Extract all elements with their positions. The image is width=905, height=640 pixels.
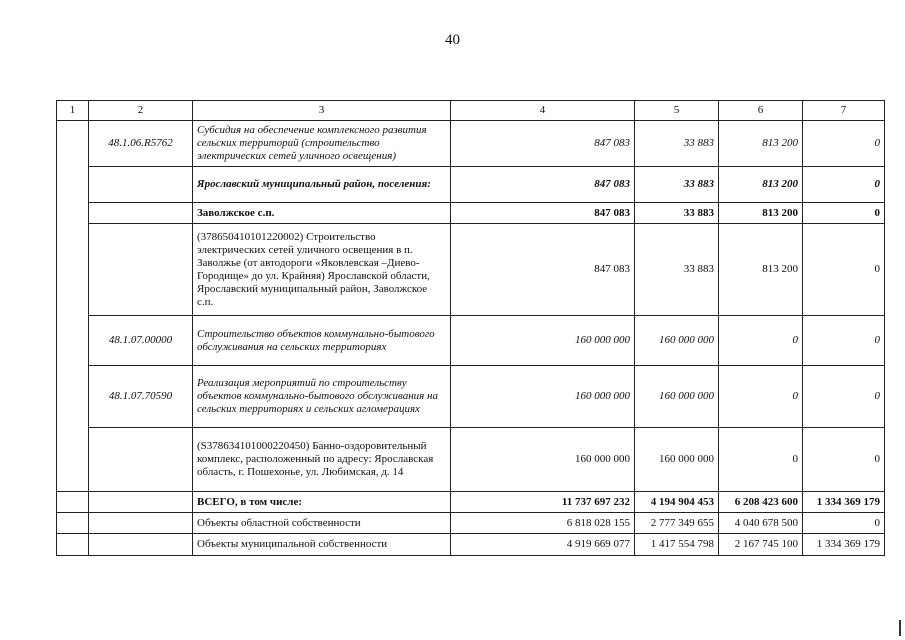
value-cell-7: 1 334 369 179	[803, 492, 885, 513]
value-cell-5: 4 194 904 453	[635, 492, 719, 513]
value-cell-7: 0	[803, 316, 885, 366]
value-cell-4: 160 000 000	[451, 366, 635, 428]
code-cell	[89, 167, 193, 203]
header-col-6: 6	[719, 101, 803, 121]
value-cell-4: 847 083	[451, 203, 635, 224]
value-cell-4: 847 083	[451, 121, 635, 167]
table-row	[57, 534, 885, 556]
value-cell-4: 160 000 000	[451, 316, 635, 366]
value-cell-5: 160 000 000	[635, 366, 719, 428]
header-col-7: 7	[803, 101, 885, 121]
name-cell: Объекты муниципальной собственности	[193, 534, 451, 556]
code-cell: 48.1.07.00000	[89, 316, 193, 366]
value-cell-6: 813 200	[719, 203, 803, 224]
code-cell	[89, 428, 193, 492]
value-cell-4: 160 000 000	[451, 428, 635, 492]
value-cell-4: 6 818 028 155	[451, 513, 635, 534]
row-number-cell	[57, 121, 89, 492]
value-cell-5: 33 883	[635, 224, 719, 316]
value-cell-5: 160 000 000	[635, 316, 719, 366]
value-cell-4: 11 737 697 232	[451, 492, 635, 513]
name-cell: Строительство объектов коммунально-бытового обслуживания на сельских территориях	[193, 316, 451, 366]
name-cell: ВСЕГО, в том числе:	[193, 492, 451, 513]
value-cell-5: 2 777 349 655	[635, 513, 719, 534]
value-cell-7: 0	[803, 428, 885, 492]
value-cell-6: 4 040 678 500	[719, 513, 803, 534]
name-cell: Заволжское с.п.	[193, 203, 451, 224]
table-row	[57, 203, 885, 224]
value-cell-7: 0	[803, 224, 885, 316]
header-col-3: 3	[193, 101, 451, 121]
value-cell-5: 160 000 000	[635, 428, 719, 492]
value-cell-6: 813 200	[719, 121, 803, 167]
table-row	[57, 513, 885, 534]
value-cell-7: 0	[803, 203, 885, 224]
budget-table	[56, 100, 885, 556]
value-cell-7: 1 334 369 179	[803, 534, 885, 556]
table-row	[57, 316, 885, 366]
code-cell: 48.1.07.70590	[89, 366, 193, 428]
value-cell-6: 0	[719, 316, 803, 366]
value-cell-6: 0	[719, 366, 803, 428]
table-row	[57, 366, 885, 428]
code-cell: 48.1.06.R5762	[89, 121, 193, 167]
name-cell: Ярославский муниципальный район, поселения:	[193, 167, 451, 203]
header-row	[57, 101, 885, 121]
code-cell	[89, 513, 193, 534]
header-col-1: 1	[57, 101, 89, 121]
value-cell-4: 847 083	[451, 224, 635, 316]
value-cell-7: 0	[803, 167, 885, 203]
value-cell-7: 0	[803, 513, 885, 534]
value-cell-5: 33 883	[635, 203, 719, 224]
value-cell-6: 6 208 423 600	[719, 492, 803, 513]
value-cell-5: 1 417 554 798	[635, 534, 719, 556]
scan-edge-mark	[899, 620, 901, 636]
value-cell-6: 813 200	[719, 167, 803, 203]
row-number-cell	[57, 492, 89, 513]
value-cell-4: 4 919 669 077	[451, 534, 635, 556]
value-cell-5: 33 883	[635, 121, 719, 167]
value-cell-6: 0	[719, 428, 803, 492]
table-row	[57, 428, 885, 492]
page-number: 40	[445, 32, 460, 48]
code-cell	[89, 492, 193, 513]
name-cell: Объекты областной собственности	[193, 513, 451, 534]
row-number-cell	[57, 513, 89, 534]
code-cell	[89, 534, 193, 556]
code-cell	[89, 203, 193, 224]
row-number-cell	[57, 534, 89, 556]
header-col-2: 2	[89, 101, 193, 121]
name-cell: Реализация мероприятий по строительству объектов коммунально-бытового обслуживания на сельских территориях и сельских агломерациях	[193, 366, 451, 428]
name-cell: (S378634101000220450) Банно-оздоровительный комплекс, расположенный по адресу: Ярославская область, г. Пошехонье, ул. Любимская, д. 14	[193, 428, 451, 492]
table-row	[57, 167, 885, 203]
table-row	[57, 121, 885, 167]
value-cell-7: 0	[803, 366, 885, 428]
table-row	[57, 224, 885, 316]
total-row	[57, 492, 885, 513]
value-cell-7: 0	[803, 121, 885, 167]
value-cell-5: 33 883	[635, 167, 719, 203]
value-cell-6: 2 167 745 100	[719, 534, 803, 556]
header-col-4: 4	[451, 101, 635, 121]
name-cell: (378650410101220002) Строительство электрических сетей уличного освещения в п. Заволжье (от автодороги «Яковлевская –Диево-Городище» до ул. Крайняя) Ярославской области, Ярославский муниципальный район, Заволжское с.п.	[193, 224, 451, 316]
code-cell	[89, 224, 193, 316]
value-cell-4: 847 083	[451, 167, 635, 203]
name-cell: Субсидия на обеспечение комплексного развития сельских территорий (строительство электрических сетей уличного освещения)	[193, 121, 451, 167]
value-cell-6: 813 200	[719, 224, 803, 316]
header-col-5: 5	[635, 101, 719, 121]
